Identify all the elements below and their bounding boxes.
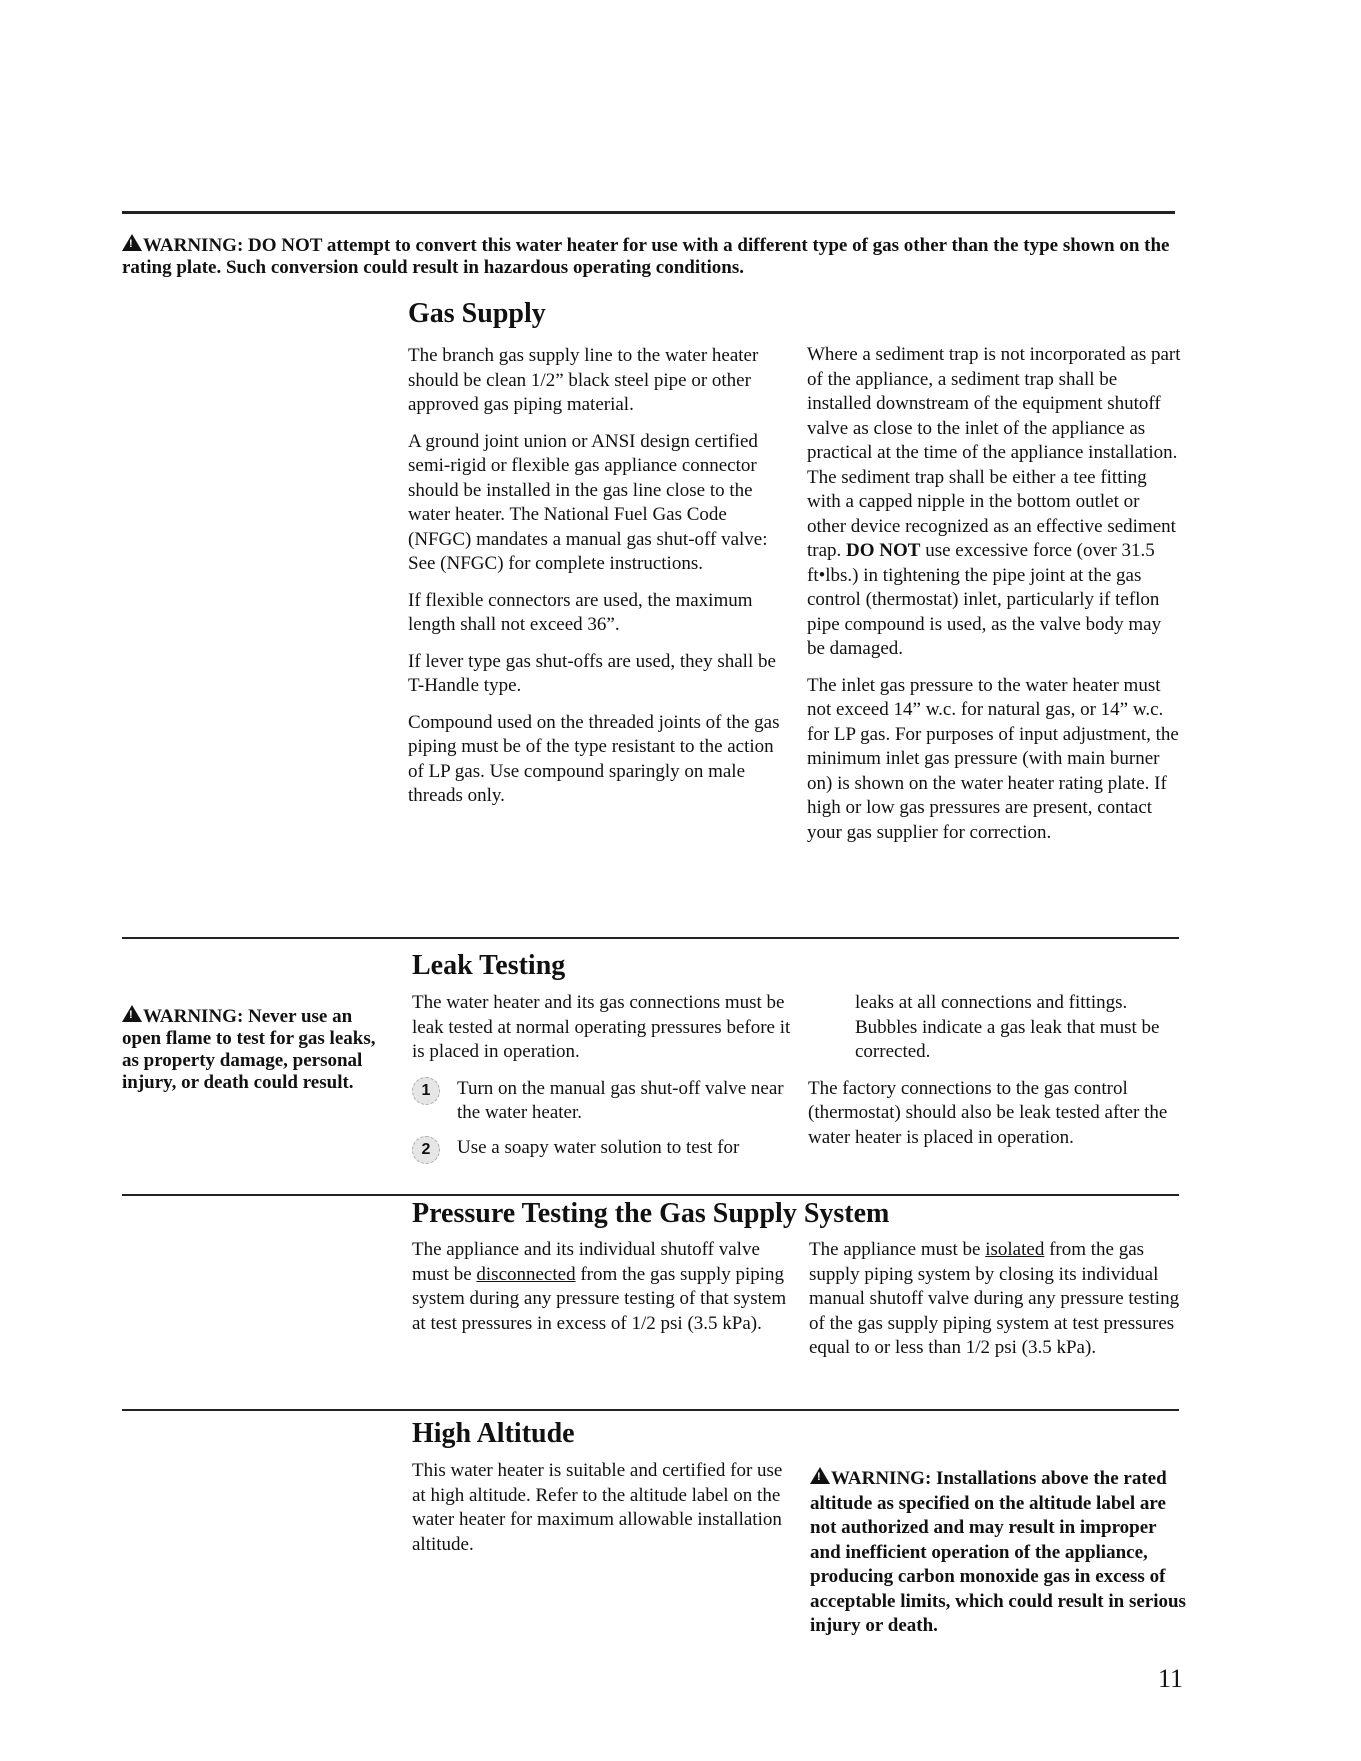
top-rule (122, 211, 1175, 214)
text-run: Where a sediment trap is not incorporated as part of the appliance, a sediment trap shall be installed downstream of the equipment shutoff valve as close to the inlet of the appliance as practical at the time of the appliance installation. The sediment trap shall be either a tee fitting with a capped nipple in the bottom outlet or other device recognized as an effective sediment trap. (807, 344, 1181, 561)
gas-supply-heading: Gas Supply (408, 298, 546, 329)
paragraph: Compound used on the threaded joints of the gas piping must be of the type resistant to the action of LP gas. Use compound sparingly on male threads only. (408, 711, 780, 806)
step-2-continued: leaks at all connections and fittings. Bubbles indicate a gas leak that must be corrected. (855, 992, 1160, 1062)
inlet-pressure-paragraph: The inlet gas pressure to the water heater must not exceed 14” w.c. for natural gas, or 14” w.c. for LP gas. For purposes of input adjustment, the minimum inlet gas pressure (with main burner on) is shown on the water heater rating plate. If high or low gas pressures are present, contact your gas supplier for correction. (807, 674, 1179, 843)
text-run: use excessive force (over 31.5 ft•lbs.) in tightening the pipe joint at the gas control (thermostat) inlet, particularly if teflon pipe compound is used, as the valve body may be damaged. (807, 540, 1162, 659)
section-rule (122, 1194, 1179, 1196)
pressure-testing-heading: Pressure Testing the Gas Supply System (412, 1198, 890, 1229)
warning-triangle-icon (810, 1467, 830, 1484)
paragraph: The water heater and its gas connections must be leak tested at normal operating pressures before it is placed in operation. (412, 992, 791, 1062)
warning-emphasis: DO NOT (248, 235, 323, 256)
underlined-term: isolated (985, 1239, 1045, 1260)
section-rule (122, 937, 1179, 939)
leak-testing-left-column (412, 991, 792, 1170)
warning-text: Never use an open flame to test for gas leaks, as property damage, personal injury, or death could result. (122, 1006, 376, 1093)
warning-triangle-icon (122, 1005, 142, 1022)
paragraph: If flexible connectors are used, the maximum length shall not exceed 36”. (408, 589, 753, 635)
high-altitude-warning (810, 1467, 1190, 1639)
paragraph: The branch gas supply line to the water heater should be clean 1/2” black steel pipe or other approved gas piping material. (408, 345, 759, 415)
paragraph (412, 1238, 792, 1336)
underlined-term: disconnected (476, 1263, 576, 1285)
pressure-testing-right-column (809, 1238, 1189, 1373)
warning-label: WARNING: (831, 1468, 932, 1489)
leak-testing-heading: Leak Testing (412, 950, 566, 981)
text-run: The appliance must be (809, 1239, 981, 1260)
step-text: Turn on the manual gas shut-off valve near the water heater. (457, 1077, 784, 1123)
high-altitude-heading: High Altitude (412, 1418, 575, 1449)
text-run: from the gas supply piping system by closing its individual manual shutoff valve during any pressure testing of the gas supply piping system at test pressures equal to or less than 1/2 psi (3.5 kPa). (809, 1239, 1180, 1358)
pressure-testing-left-column (412, 1238, 792, 1348)
leak-test-warning (122, 1005, 392, 1094)
warning-label: WARNING: (143, 235, 244, 256)
section-rule (122, 1409, 1179, 1411)
step-1 (412, 1077, 792, 1126)
emphasis: DO NOT (846, 540, 921, 561)
step-text: Use a soapy water solution to test for (457, 1136, 740, 1158)
warning-label: WARNING: (143, 1006, 244, 1027)
text-run: from the gas supply piping system during any pressure testing of that system at test pressures in excess of 1/2 psi (3.5 kPa). (412, 1263, 787, 1334)
paragraph (809, 1238, 1189, 1361)
paragraph: A ground joint union or ANSI design certified semi-rigid or flexible gas appliance connector should be installed in the gas line close to the water heater. The National Fuel Gas Code (NFGC) mandates a manual gas shut-off valve: See (NFGC) for complete instructions. (408, 430, 768, 574)
high-altitude-left-column (412, 1459, 792, 1569)
step-number-icon: 1 (412, 1077, 440, 1105)
sediment-trap-paragraph (807, 343, 1182, 662)
paragraph: If lever type gas shut-offs are used, they shall be T-Handle type. (408, 650, 776, 696)
gas-supply-left-column (408, 344, 788, 821)
warning-text: attempt to convert this water heater for use with a different type of gas other than the type shown on the rating plate. Such conversion could result in hazardous operating conditions. (122, 235, 1170, 278)
conversion-warning (122, 234, 1182, 279)
page-number: 11 (1158, 1664, 1184, 1693)
warning-triangle-icon (122, 234, 142, 251)
factory-connections-paragraph: The factory connections to the gas control (thermostat) should also be leak tested after the water heater is placed in operation. (808, 1077, 1168, 1148)
leak-testing-right-column (808, 991, 1183, 1162)
step-number-icon: 2 (412, 1136, 440, 1164)
step-2 (412, 1136, 792, 1161)
text-run: The appliance and its individual shutoff valve must be (412, 1239, 760, 1285)
paragraph: This water heater is suitable and certified for use at high altitude. Refer to the altitude label on the water heater for maximum allowable installation altitude. (412, 1460, 783, 1555)
warning-text: Installations above the rated altitude as specified on the altitude label are not authorized and may result in improper and inefficient operation of the appliance, producing carbon monoxide gas in excess of acceptable limits, which could result in serious injury or death. (810, 1468, 1186, 1636)
gas-supply-right-column (807, 343, 1182, 857)
